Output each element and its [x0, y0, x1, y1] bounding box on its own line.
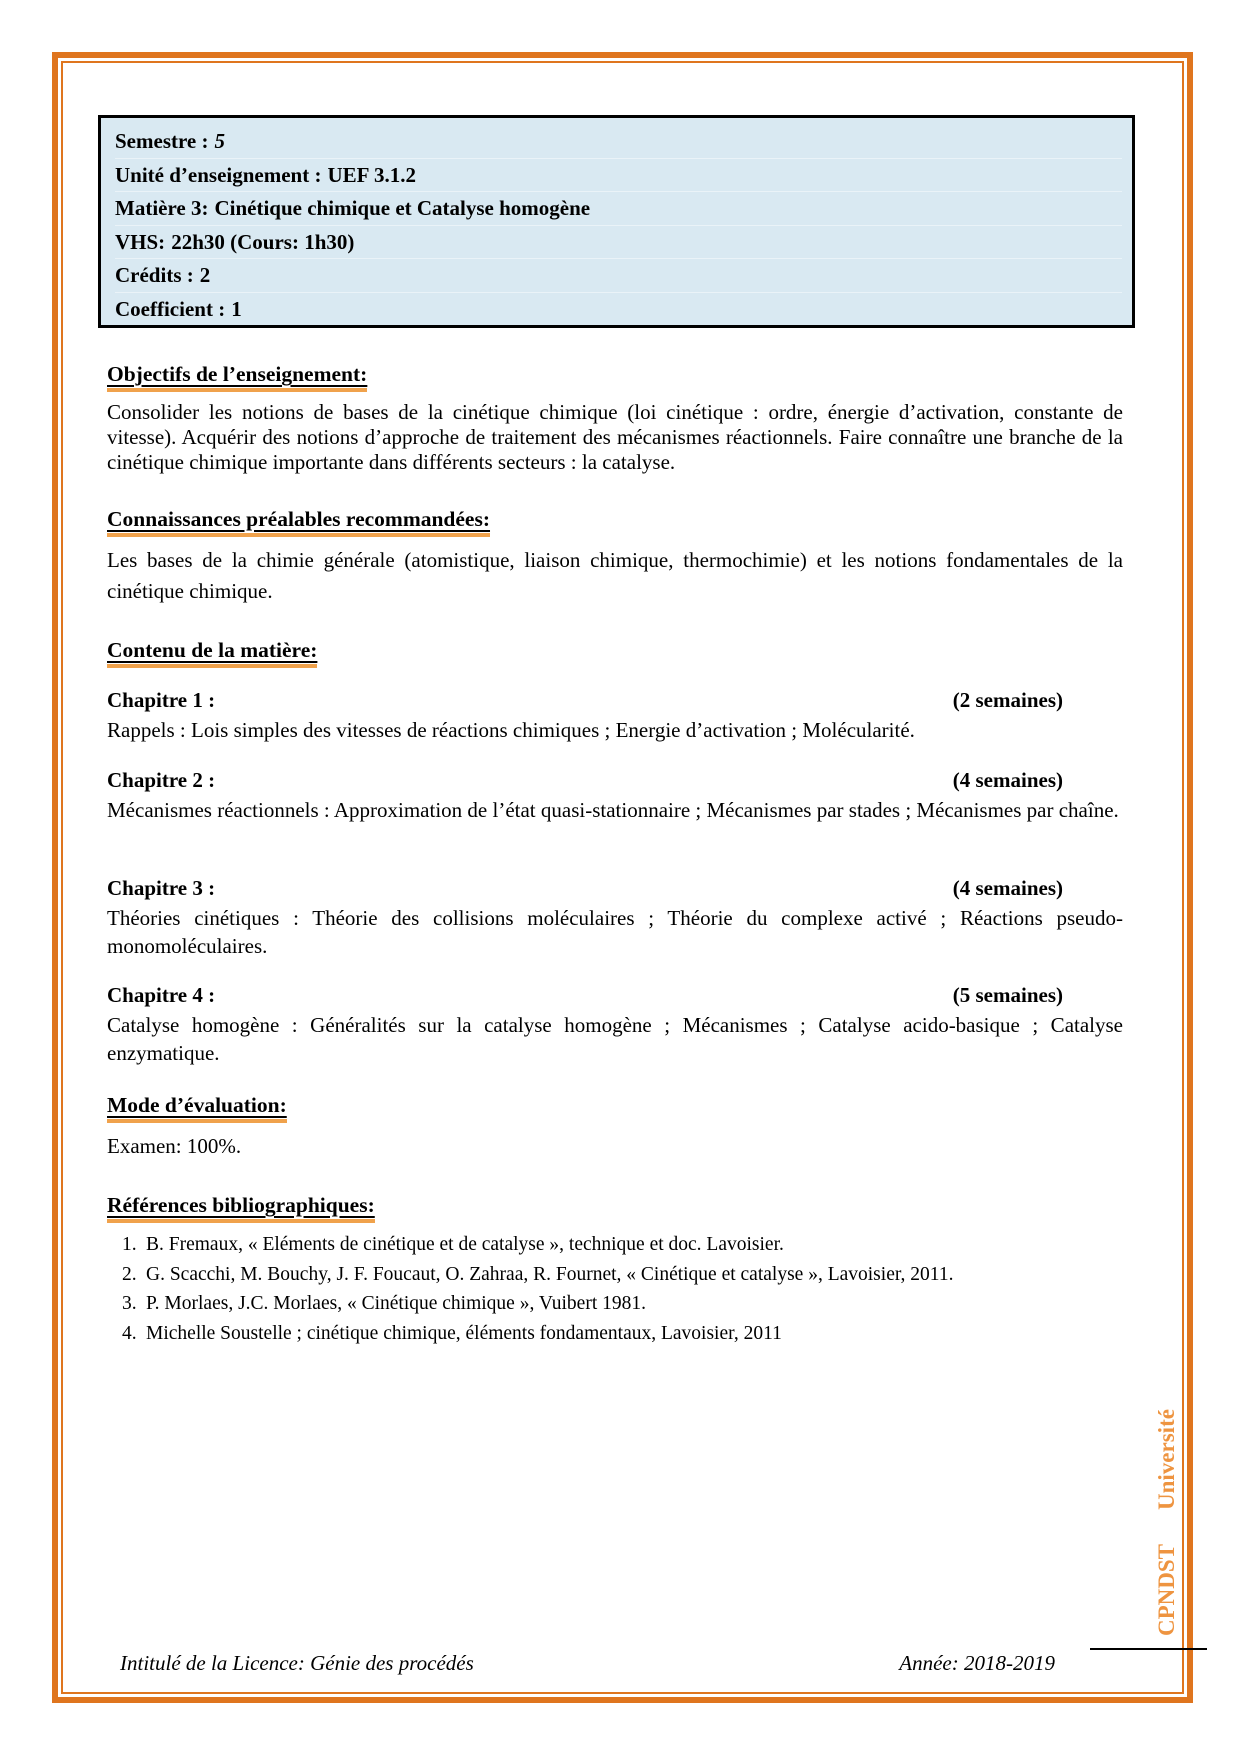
- reference-text: Michelle Soustelle ; cinétique chimique, éléments fondamentaux, Lavoisier, 2011: [146, 1322, 782, 1344]
- footer: [120, 1650, 1055, 1676]
- section-title: Objectifs de l’enseignement:: [107, 361, 367, 392]
- chapter-block-3: [107, 875, 1123, 960]
- section-references: [107, 1192, 1123, 1348]
- chapter-title: Chapitre 4 :: [107, 983, 216, 1007]
- course-row-label: Coefficient :: [115, 296, 226, 321]
- sidebar-vertical-label: [1154, 1386, 1180, 1636]
- reference-text: P. Morlaes, J.C. Morlaes, « Cinétique chimique », Vuibert 1981.: [146, 1293, 647, 1314]
- section-evaluation: [107, 1092, 1123, 1159]
- course-info-row-vhs: [115, 226, 1122, 260]
- reference-item: [122, 1319, 1123, 1349]
- section-contenu: [107, 637, 1123, 668]
- footer-year: Année: 2018-2019: [899, 1651, 1055, 1675]
- reference-number: 1.: [122, 1234, 137, 1255]
- chapter-head: [107, 875, 1123, 901]
- section-connaissances: [107, 506, 1123, 607]
- evaluation-body: Examen: 100%.: [107, 1134, 242, 1158]
- reference-item: [122, 1230, 1123, 1260]
- reference-item: [122, 1260, 1123, 1290]
- chapter-duration: (5 semaines): [952, 983, 1063, 1007]
- reference-number: 2.: [122, 1263, 137, 1285]
- course-info-row-unite: [115, 159, 1122, 193]
- course-row-label: Matière 3:: [115, 196, 209, 220]
- reference-item: [122, 1289, 1123, 1319]
- chapter-body: Catalyse homogène : Généralités sur la catalyse homogène ; Mécanismes ; Catalyse acido-basique ; Catalyse enzymatique.: [107, 1013, 1123, 1065]
- course-info-row-coefficient: [115, 293, 1122, 326]
- course-info-box: [98, 115, 1135, 328]
- chapter-duration: (4 semaines): [952, 876, 1063, 900]
- reference-text: B. Fremaux, « Eléments de cinétique et de catalyse », technique et doc. Lavoisier.: [146, 1234, 784, 1255]
- chapter-head: [107, 982, 1123, 1008]
- course-row-value: UEF 3.1.2: [327, 162, 416, 187]
- reference-number: 3.: [122, 1293, 137, 1314]
- chapter-block-2: [107, 767, 1123, 824]
- course-row-value: 2: [199, 263, 211, 287]
- chapter-duration: (2 semaines): [952, 688, 1063, 712]
- chapter-body: Rappels : Lois simples des vitesses de réactions chimiques ; Energie d’activation ; Molécularité.: [107, 718, 915, 742]
- reference-list: [122, 1230, 1123, 1348]
- course-row-value: 22h30 (Cours: 1h30): [171, 229, 355, 254]
- reference-text: G. Scacchi, M. Bouchy, J. F. Foucaut, O. Zahraa, R. Fournet, « Cinétique et catalyse », Lavoisier, 2011.: [146, 1263, 954, 1285]
- chapter-block-4: [107, 982, 1123, 1067]
- course-row-label: Unité d’enseignement :: [115, 162, 322, 187]
- course-info-row-semestre: [115, 125, 1122, 159]
- course-row-label: Crédits :: [115, 263, 194, 287]
- chapter-duration: (4 semaines): [952, 768, 1063, 792]
- section-body: Les bases de la chimie générale (atomistique, liaison chimique, thermochimie) et les notions fondamentales de la cinétique chimique.: [107, 548, 1123, 603]
- section-title: Références bibliographiques:: [107, 1192, 375, 1223]
- chapter-body: Mécanismes réactionnels : Approximation de l’état quasi-stationnaire ; Mécanismes par stades ; Mécanismes par chaîne.: [107, 798, 1119, 822]
- chapter-head: [107, 767, 1123, 793]
- footer-licence-title: Intitulé de la Licence: Génie des procédés: [120, 1651, 474, 1675]
- course-row-value: 1: [231, 296, 242, 321]
- chapter-head: [107, 687, 1123, 713]
- section-body: Consolider les notions de bases de la cinétique chimique (loi cinétique : ordre, énergie d’activation, constante de vitesse). Acquérir des notions d’approche de traitement des mécanismes réactionnels. Faire connaître une branche de la cinétique chimique importante dans différents secteurs : la catalyse.: [107, 400, 1123, 474]
- footnote-separator-line: [1090, 1648, 1207, 1650]
- section-title: Mode d’évaluation:: [107, 1092, 287, 1123]
- sidebar-label-cpndst: CPNDST: [1154, 1543, 1179, 1636]
- chapter-title: Chapitre 1 :: [107, 688, 216, 712]
- sidebar-label-universite: Université: [1154, 1409, 1179, 1510]
- course-row-value: Cinétique chimique et Catalyse homogène: [214, 196, 591, 220]
- chapter-body: Théories cinétiques : Théorie des collisions moléculaires ; Théorie du complexe activé ; Réactions pseudo-monomoléculaires.: [107, 906, 1123, 958]
- course-row-label: VHS:: [115, 229, 166, 254]
- course-row-label: Semestre :: [115, 129, 209, 153]
- chapter-block-1: [107, 687, 1123, 744]
- course-info-row-matiere: [115, 192, 1122, 226]
- course-row-value: 5: [214, 129, 225, 153]
- section-objectifs: [107, 361, 1123, 475]
- course-info-row-credits: [115, 259, 1122, 293]
- chapter-title: Chapitre 2 :: [107, 768, 216, 792]
- reference-number: 4.: [122, 1322, 137, 1344]
- chapter-title: Chapitre 3 :: [107, 876, 216, 900]
- section-title: Contenu de la matière:: [107, 637, 317, 668]
- section-title: Connaissances préalables recommandées:: [107, 506, 490, 537]
